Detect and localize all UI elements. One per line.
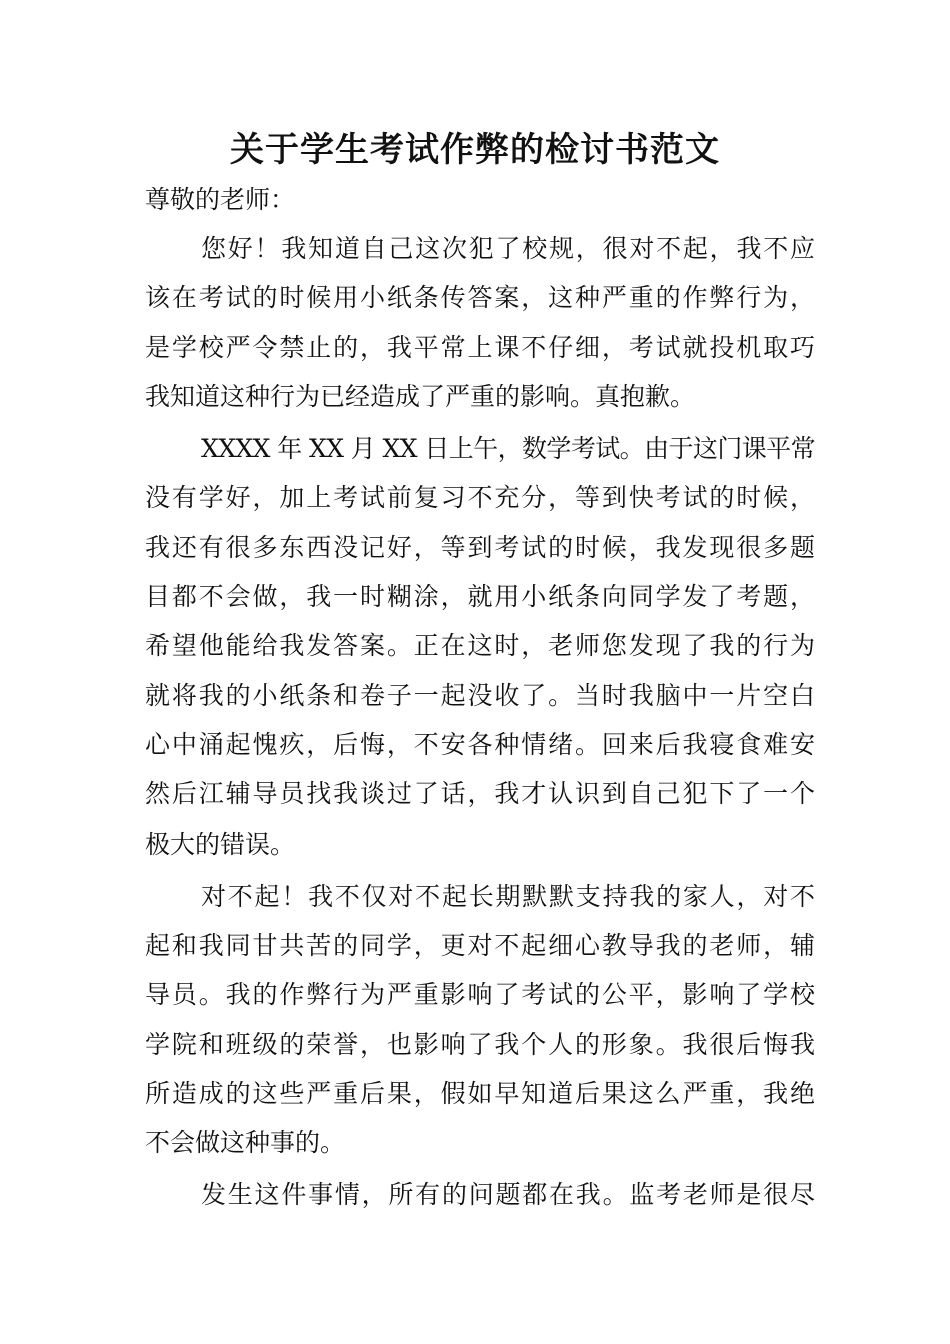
paragraph-1-line: 该在考试的时候用小纸条传答案，这种严重的作弊行为，	[145, 283, 817, 312]
paragraph-4-line: 发生这件事情，所有的问题都在我。监考老师是很尽	[201, 1180, 817, 1209]
paragraph-2-line: 心中涌起愧疚，后悔，不安各种情绪。回来后我寝食难安	[145, 730, 817, 759]
paragraph-2-line: 没有学好，加上考试前复习不充分，等到快考试的时候，	[145, 483, 817, 512]
paragraph-1-line: 是学校严令禁止的，我平常上课不仔细，考试就投机取巧	[145, 333, 817, 362]
document-title: 关于学生考试作弊的检讨书范文	[230, 130, 720, 170]
paragraph-2-line: XXXX 年 XX 月 XX 日上午，数学考试。由于这门课平常	[201, 434, 815, 463]
paragraph-3-line: 学院和班级的荣誉，也影响了我个人的形象。我很后悔我	[145, 1030, 817, 1059]
paragraph-2-line: 我还有很多东西没记好，等到考试的时候，我发现很多题	[145, 533, 817, 562]
paragraph-3-line: 不会做这种事的。	[145, 1128, 346, 1157]
paragraph-2-line: 就将我的小纸条和卷子一起没收了。当时我脑中一片空白	[145, 681, 817, 710]
paragraph-3-line: 所造成的这些严重后果，假如早知道后果这么严重，我绝	[145, 1079, 817, 1108]
salutation: 尊敬的老师：	[145, 185, 296, 214]
paragraph-3-line: 导员。我的作弊行为严重影响了考试的公平，影响了学校	[145, 980, 817, 1009]
paragraph-3-line: 起和我同甘共苦的同学，更对不起细心教导我的老师，辅	[145, 931, 817, 960]
paragraph-2-line: 极大的错误。	[145, 830, 296, 859]
paragraph-3-line: 对不起！我不仅对不起长期默默支持我的家人，对不	[201, 882, 817, 911]
paragraph-2-line: 希望他能给我发答案。正在这时，老师您发现了我的行为	[145, 631, 817, 660]
paragraph-1-line: 您好！我知道自己这次犯了校规，很对不起，我不应	[201, 234, 817, 263]
paragraph-2-line: 然后江辅导员找我谈过了话，我才认识到自己犯下了一个	[145, 779, 817, 808]
paragraph-1-line: 我知道这种行为已经造成了严重的影响。真抱歉。	[145, 382, 696, 411]
paragraph-2-line: 目都不会做，我一时糊涂，就用小纸条向同学发了考题，	[145, 582, 817, 611]
